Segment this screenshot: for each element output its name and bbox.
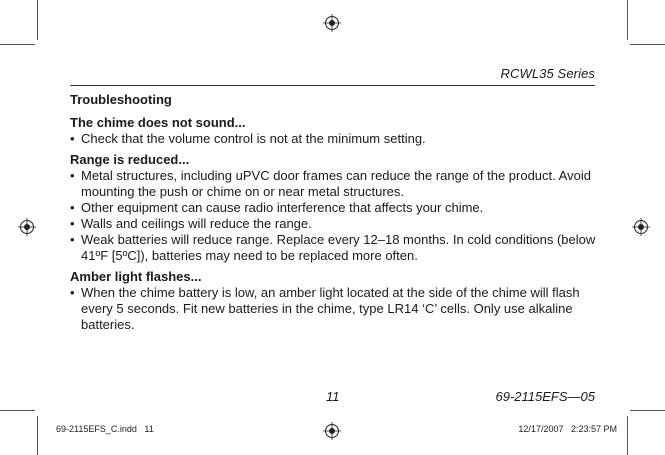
header-rule bbox=[70, 85, 595, 86]
bullet-list bbox=[70, 285, 598, 333]
list-item: • Walls and ceilings will reduce the range. bbox=[70, 216, 312, 231]
registration-mark-icon bbox=[323, 422, 341, 440]
bullet-list bbox=[70, 131, 598, 147]
list-item: • Weak batteries will reduce range. Replace every 12–18 months. In cold conditions (below 41ºF [5ºC]), batteries may need to be replaced more often. bbox=[70, 232, 596, 263]
bullet-icon: • bbox=[70, 131, 75, 146]
list-item: • When the chime battery is low, an amber light located at the side of the chime will flash every 5 seconds. Fit new batteries in the chime, type LR14 ‘C’ cells. Only use alkaline batteries. bbox=[70, 285, 580, 332]
list-item: • Check that the volume control is not at the minimum setting. bbox=[70, 131, 426, 146]
bullet-icon: • bbox=[70, 232, 75, 247]
crop-mark bbox=[37, 0, 38, 40]
page-content bbox=[70, 92, 598, 333]
list-item: • Other equipment can cause radio interference that affects your chime. bbox=[70, 200, 484, 215]
bullet-list bbox=[70, 168, 598, 264]
registration-mark-icon bbox=[323, 14, 341, 32]
bullet-icon: • bbox=[70, 200, 75, 215]
section-title: Range is reduced... bbox=[70, 152, 190, 167]
registration-mark-icon bbox=[18, 218, 36, 236]
crop-mark bbox=[0, 44, 35, 45]
section-title: The chime does not sound... bbox=[70, 115, 246, 130]
bullet-icon: • bbox=[70, 285, 75, 300]
list-item: • Metal structures, including uPVC door frames can reduce the range of the product. Avoid mounting the push or chime on or near metal structures. bbox=[70, 168, 591, 199]
bullet-icon: • bbox=[70, 216, 75, 231]
registration-mark-icon bbox=[632, 218, 650, 236]
section-title: Amber light flashes... bbox=[70, 269, 202, 284]
series-title: RCWL35 Series bbox=[500, 66, 595, 81]
section-amber-light bbox=[70, 269, 598, 333]
crop-mark bbox=[0, 410, 35, 411]
crop-mark bbox=[37, 416, 38, 455]
crop-mark bbox=[630, 44, 665, 45]
page-number: 11 bbox=[326, 389, 340, 404]
crop-mark bbox=[630, 410, 665, 411]
bullet-icon: • bbox=[70, 168, 75, 183]
slug-file-name: 69-2115EFS_C.indd 11 bbox=[56, 424, 154, 434]
crop-mark bbox=[627, 0, 628, 40]
slug-timestamp: 12/17/2007 2:23:57 PM bbox=[518, 424, 617, 434]
crop-mark bbox=[627, 416, 628, 455]
page-heading: Troubleshooting bbox=[70, 92, 172, 107]
document-number: 69-2115EFS—05 bbox=[495, 389, 595, 404]
section-chime-no-sound bbox=[70, 115, 598, 147]
section-range-reduced bbox=[70, 152, 598, 264]
